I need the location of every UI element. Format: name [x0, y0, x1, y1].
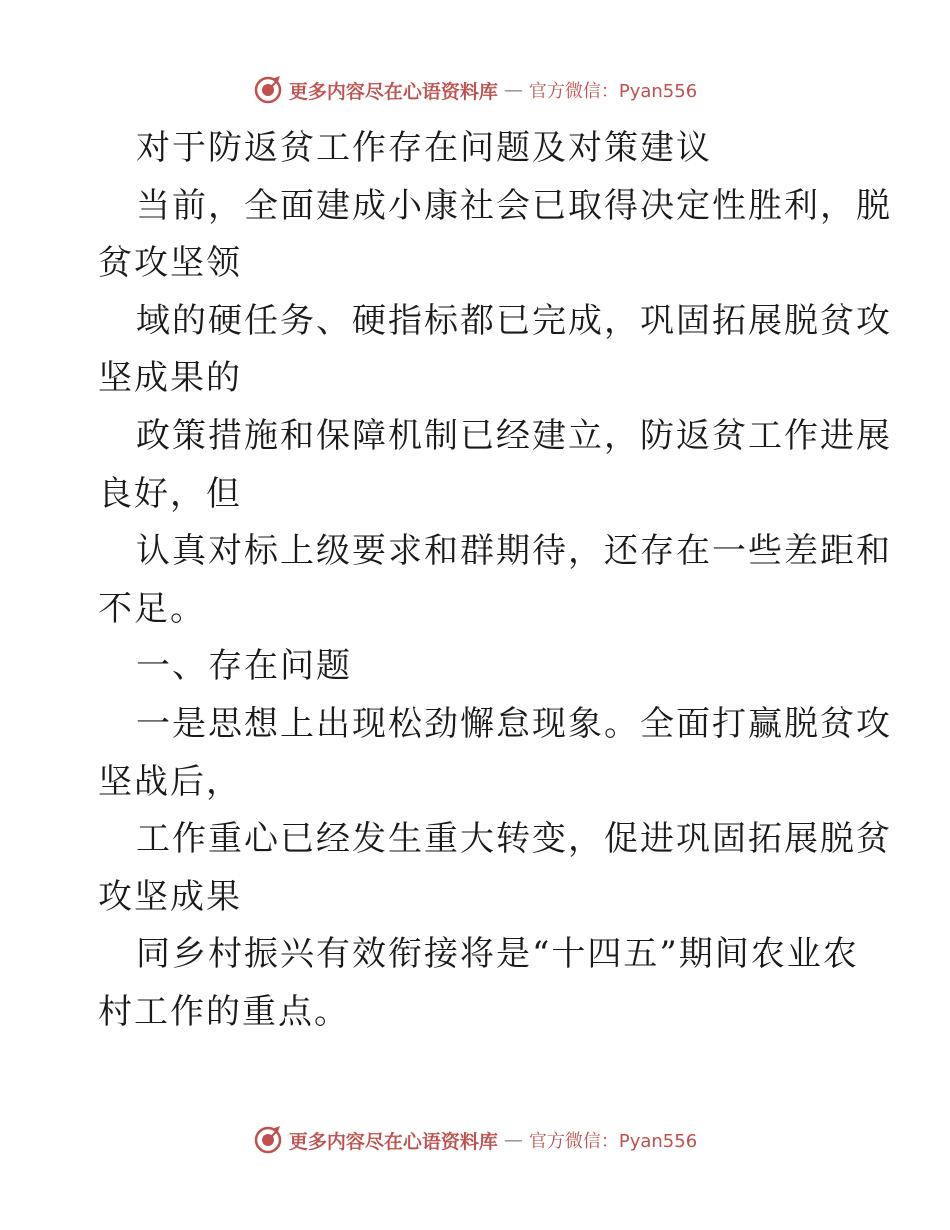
paragraph-line: 贫攻坚领 [98, 243, 242, 284]
section-heading: 一、存在问题 [136, 646, 352, 687]
paragraph-line: 域的硬任务、硬指标都已完成，巩固拓展脱贫攻 [136, 300, 892, 341]
paragraph-line: 当前，全面建成小康社会已取得决定性胜利，脱 [136, 185, 892, 226]
paragraph-line: 村工作的重点。 [98, 991, 350, 1032]
pen-circle-logo-icon [253, 1125, 283, 1155]
banner-separator: — [503, 1129, 523, 1151]
paragraph-line: 认真对标上级要求和群期待，还存在一些差距和 [136, 531, 892, 572]
paragraph-line: 不足。 [98, 588, 206, 629]
document-title: 对于防返贫工作存在问题及对策建议 [136, 128, 712, 168]
paragraph-line: 坚成果的 [98, 358, 242, 399]
paragraph-line: 政策措施和保障机制已经建立，防返贫工作进展 [136, 415, 892, 456]
paragraph-line: 一是思想上出现松劲懈怠现象。全面打赢脱贫攻 [136, 703, 892, 744]
pen-circle-logo-icon [253, 75, 283, 105]
banner-library-text: 更多内容尽在心语资料库 [288, 1130, 498, 1153]
banner-separator: — [503, 79, 523, 101]
banner-content [253, 1125, 697, 1155]
paragraph-line: 良好，但 [98, 473, 242, 514]
document-body [98, 120, 892, 1042]
banner-content [253, 75, 697, 105]
paragraph-line: 攻坚成果 [98, 876, 242, 917]
banner-wechat-text: 官方微信：Pyan556 [528, 81, 698, 102]
header-watermark-banner [0, 70, 950, 110]
paragraph-line: 工作重心已经发生重大转变，促进巩固拓展脱贫 [136, 819, 892, 860]
banner-wechat-text: 官方微信：Pyan556 [528, 1131, 698, 1152]
paragraph-line: 同乡村振兴有效衔接将是“十四五”期间农业农 [136, 934, 859, 975]
banner-library-text: 更多内容尽在心语资料库 [288, 80, 498, 103]
footer-watermark-banner [0, 1120, 950, 1160]
paragraph-line: 坚战后， [98, 761, 242, 802]
